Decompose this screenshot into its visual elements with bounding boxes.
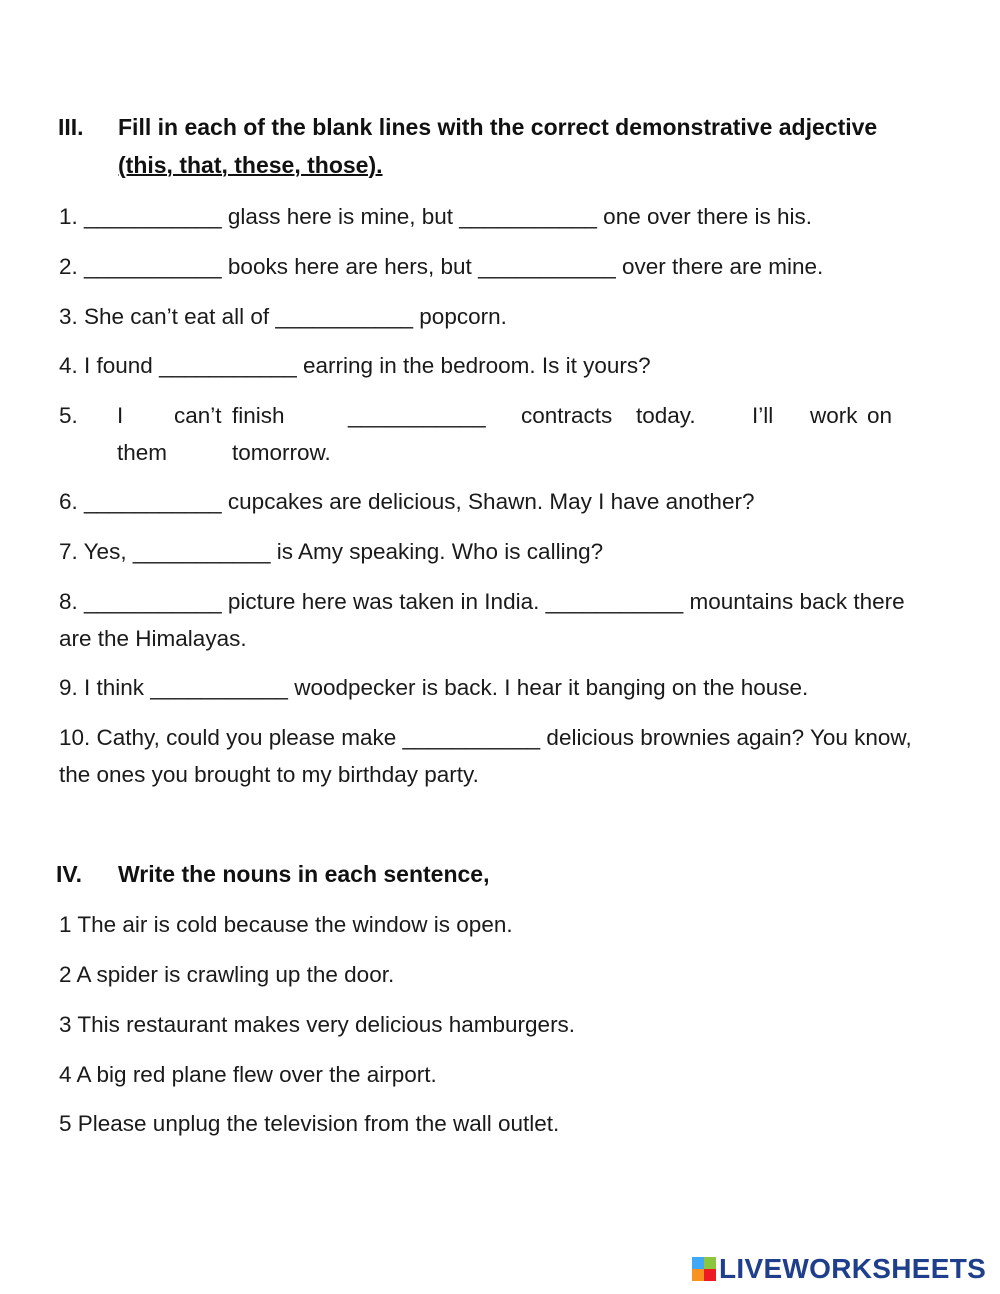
exercise-item-7: 7. Yes, ___________ is Amy speaking. Who is calling? — [59, 539, 604, 564]
brand-name: LIVEWORKSHEETS — [719, 1253, 987, 1284]
item-5-blank: ___________ — [348, 403, 486, 428]
exercise-item-8: 8. ___________ picture here was taken in India. ___________ mountains back there are the Himalayas. — [59, 589, 905, 651]
section-3-title-options: (this, that, these, those). — [118, 152, 383, 178]
exercise-item-3: 3. She can’t eat all of ___________ popcorn. — [59, 304, 507, 329]
exercise-item-1: 1. ___________ glass here is mine, but ___________ one over there is his. — [59, 204, 813, 229]
liveworksheets-logo — [692, 1253, 986, 1285]
exercise-item-6: 6. ___________ cupcakes are delicious, Shawn. May I have another? — [59, 489, 755, 514]
item-5-word: them — [117, 440, 168, 465]
item-5-word: I’ll — [752, 403, 774, 428]
item-5-word: can’t — [174, 403, 222, 428]
noun-item-2: 2 A spider is crawling up the door. — [59, 962, 395, 987]
logo-squares-icon — [692, 1257, 716, 1281]
section-4-number: IV. — [56, 861, 83, 887]
section-3-title: Fill in each of the blank lines with the correct demonstrative adjective — [118, 114, 878, 140]
exercise-item-4: 4. I found ___________ earring in the bedroom. Is it yours? — [59, 353, 651, 378]
section-3-number: III. — [58, 114, 84, 140]
item-5-word: finish — [232, 403, 285, 428]
noun-item-4: 4 A big red plane flew over the airport. — [59, 1062, 437, 1087]
exercise-item-9: 9. I think ___________ woodpecker is back. I hear it banging on the house. — [59, 675, 809, 700]
item-5-number: 5. — [59, 403, 78, 428]
item-5-word: work — [810, 403, 858, 428]
noun-item-5: 5 Please unplug the television from the wall outlet. — [59, 1111, 560, 1136]
exercise-item-10: 10. Cathy, could you please make ___________ delicious brownies again? You know, the ones you brought to my birthday party. — [59, 725, 912, 787]
item-5-word: tomorrow. — [232, 440, 331, 465]
item-5-word: today. — [636, 403, 696, 428]
item-5-word: I — [117, 403, 124, 428]
noun-item-3: 3 This restaurant makes very delicious hamburgers. — [59, 1012, 576, 1037]
section-4-title: Write the nouns in each sentence, — [118, 861, 490, 887]
item-5-word: contracts — [521, 403, 613, 428]
noun-item-1: 1 The air is cold because the window is open. — [59, 912, 513, 937]
exercise-item-2: 2. ___________ books here are hers, but ___________ over there are mine. — [59, 254, 824, 279]
exercise-item-5 — [59, 397, 939, 471]
item-5-word: on — [867, 403, 893, 428]
